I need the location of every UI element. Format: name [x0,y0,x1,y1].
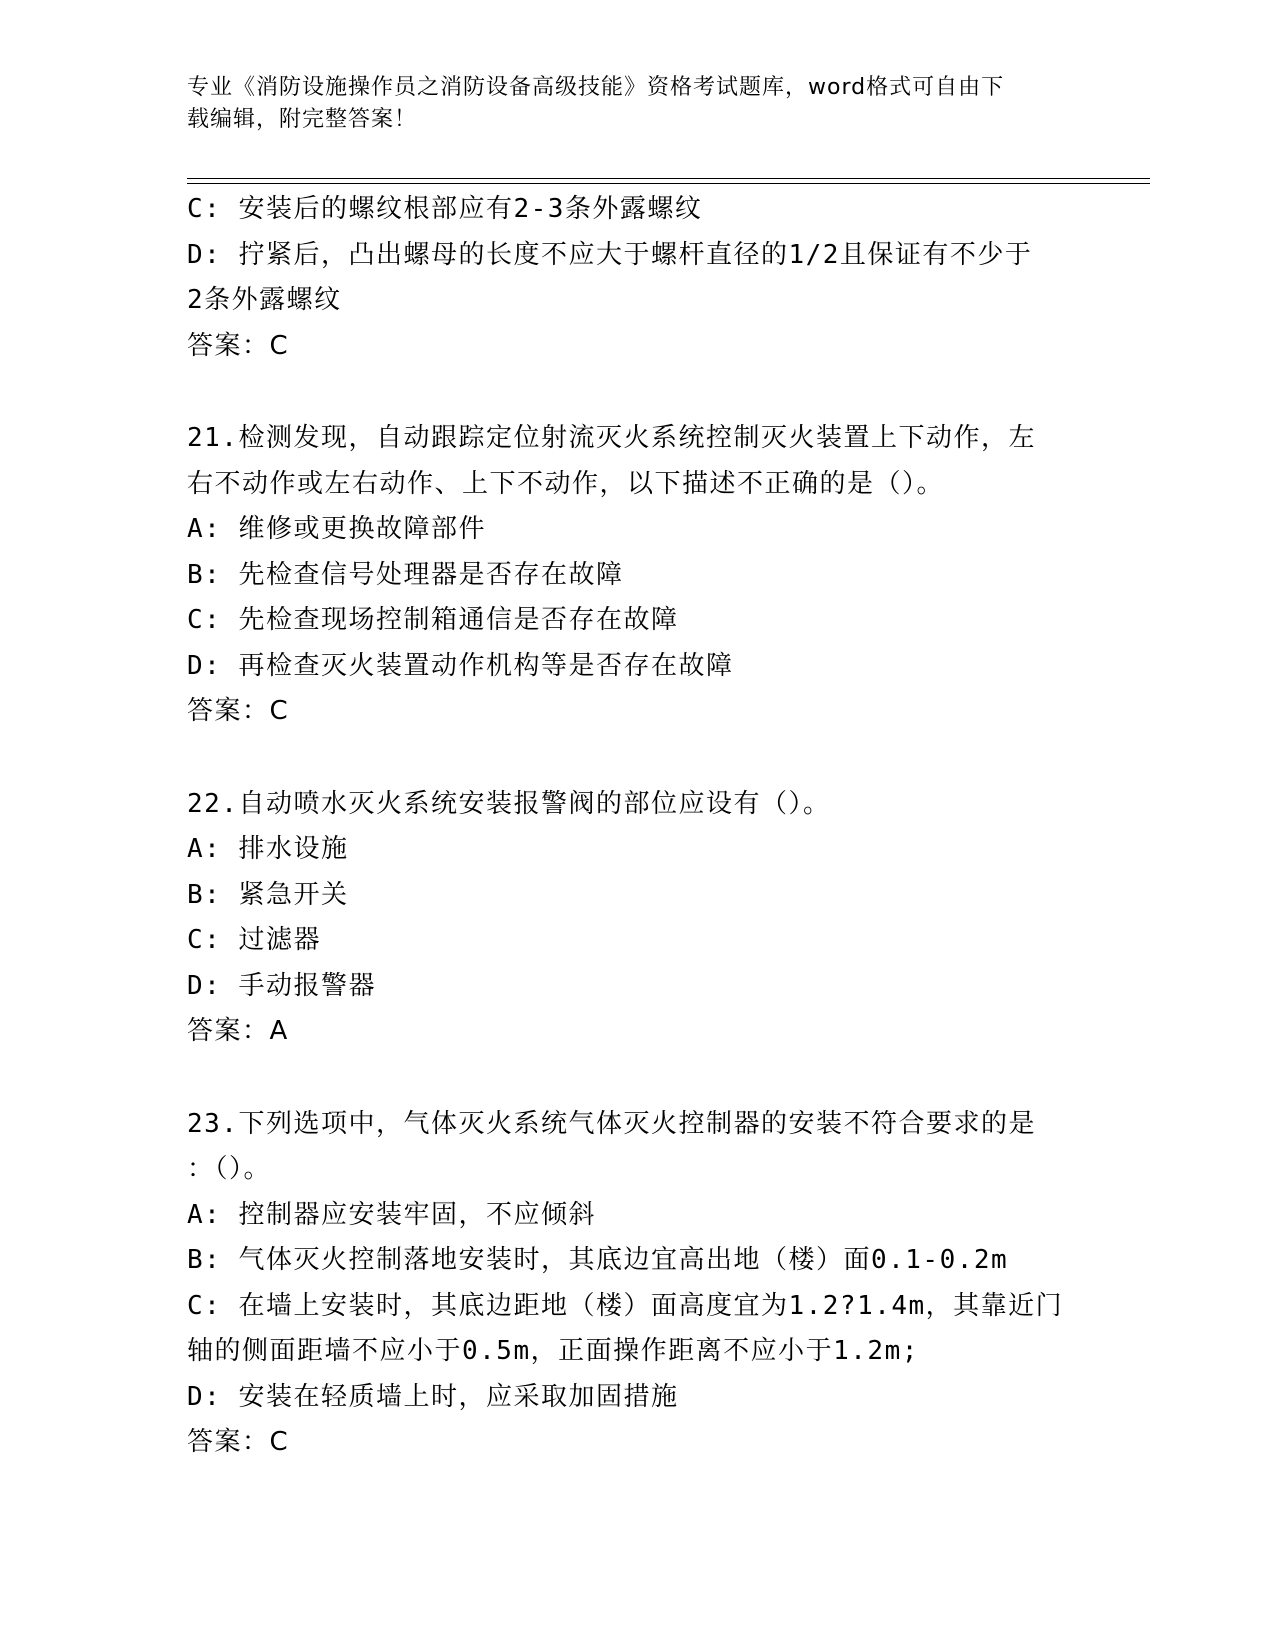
question-stem: 21.检测发现，自动跟踪定位射流灭火系统控制灭火装置上下动作，左 [187,423,1036,453]
option-a: A: 控制器应安装牢固，不应倾斜 [187,1199,596,1230]
question-22 [187,782,1087,1055]
spacer [187,735,1087,782]
option-c: C: 安装后的螺纹根部应有2-3条外露螺纹 [187,194,703,224]
option-a: A: 排水设施 [187,834,349,864]
option-d-continued: 2条外露螺纹 [187,285,342,315]
option-d: D: 拧紧后，凸出螺母的长度不应大于螺杆直径的1/2且保证有不少于 [187,239,1033,270]
question-list [187,187,1087,1466]
question-20-continued [187,187,1087,369]
option-c-continued: 轴的侧面距墙不应小于0.5m，正面操作距离不应小于1.2m; [187,1336,919,1366]
question-stem: 23.下列选项中，气体灭火系统气体灭火控制器的安装不符合要求的是 [187,1108,1036,1139]
header-divider-top [187,178,1150,179]
answer: 答案：C [187,330,290,361]
option-b: B: 紧急开关 [187,879,349,910]
option-d: D: 安装在轻质墙上时，应采取加固措施 [187,1381,679,1412]
header-line-1: 专业《消防设施操作员之消防设备高级技能》资格考试题库，word格式可自由下 [187,75,1005,100]
question-stem-continued: 右不动作或左右动作、上下不动作，以下描述不正确的是（）。 [187,468,945,499]
option-c: C: 过滤器 [187,925,321,955]
header-divider-bottom [187,183,1150,184]
option-d: D: 再检查灭火装置动作机构等是否存在故障 [187,650,734,681]
question-stem-continued: ：（）。 [187,1154,272,1184]
answer: 答案：C [187,696,290,726]
option-a: A: 维修或更换故障部件 [187,514,486,544]
option-c: C: 先检查现场控制箱通信是否存在故障 [187,605,679,635]
document-header [187,72,1067,136]
option-b: B: 先检查信号处理器是否存在故障 [187,559,624,590]
answer: 答案：A [187,1016,289,1046]
question-23 [187,1102,1087,1466]
option-b: B: 气体灭火控制落地安装时，其底边宜高出地（楼）面0.1-0.2m [187,1245,1009,1275]
question-21 [187,416,1087,735]
spacer [187,369,1087,416]
option-d: D: 手动报警器 [187,970,376,1001]
header-line-2: 载编辑，附完整答案！ [187,107,418,132]
answer: 答案：C [187,1427,290,1457]
spacer [187,1055,1087,1102]
option-c: C: 在墙上安装时，其底边距地（楼）面高度宜为1.2?1.4m，其靠近门 [187,1290,1064,1321]
question-stem: 22.自动喷水灭火系统安装报警阀的部位应设有（）。 [187,788,831,819]
